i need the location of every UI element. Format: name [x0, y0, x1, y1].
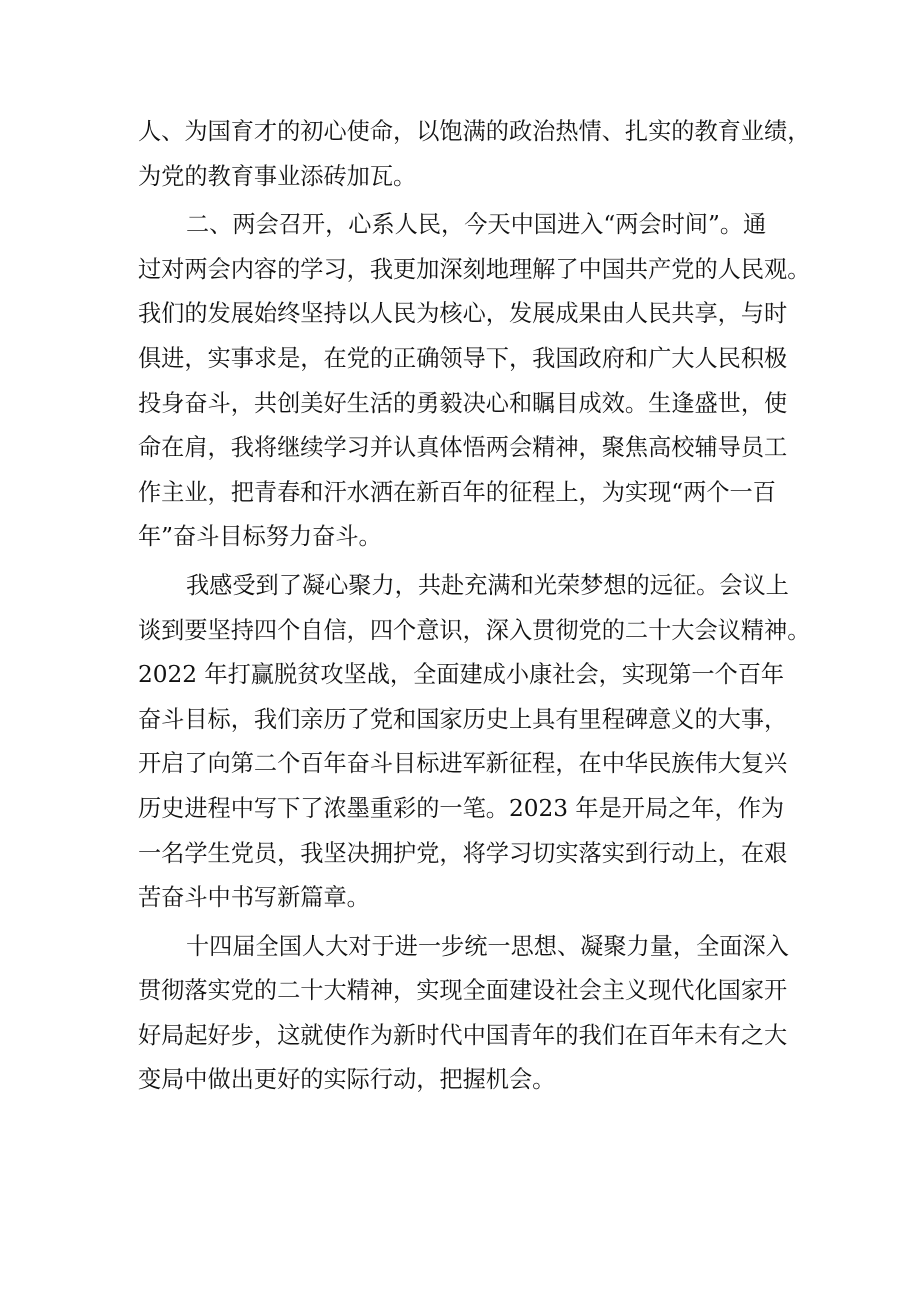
- paragraph-4: [138, 925, 798, 1103]
- paragraph-line: 人、为国育才的初心使命，以饱满的政治热情、扎实的教育业绩，: [138, 118, 811, 145]
- paragraph-line: 作主业，把青春和汗水洒在新百年的征程上，为实现“两个一百: [138, 478, 776, 506]
- document-body: [138, 110, 811, 1103]
- paragraph-line: 贯彻落实党的二十大精神，实现全面建设社会主义现代化国家开: [138, 977, 788, 1005]
- paragraph-line: 我感受到了凝心聚力，共赴充满和光荣梦想的远征。会议上: [186, 571, 789, 599]
- paragraph-line: 年”奋斗目标努力奋斗。: [138, 523, 382, 551]
- paragraph-line: 俱进，实事求是，在党的正确领导下，我国政府和广大人民积极: [138, 344, 788, 372]
- paragraph-line: 二、两会召开，心系人民，今天中国进入“两会时间”。通: [186, 211, 767, 239]
- paragraph-3: [138, 564, 811, 921]
- paragraph-line: 开启了向第二个百年奋斗目标进军新征程，在中华民族伟大复兴: [138, 750, 788, 778]
- paragraph-line: 历史进程中写下了浓墨重彩的一笔。2023 年是开局之年，作为: [138, 794, 785, 822]
- paragraph-line: 苦奋斗中书写新篇章。: [138, 884, 370, 912]
- paragraph-line: 谈到要坚持四个自信，四个意识，深入贯彻党的二十大会议精神。: [138, 616, 811, 644]
- paragraph-line: 命在肩，我将继续学习并认真体悟两会精神，聚焦高校辅导员工: [138, 434, 788, 462]
- paragraph-line: 奋斗目标，我们亲历了党和国家历史上具有里程碑意义的大事，: [138, 705, 788, 733]
- paragraph-line: 好局起好步，这就使作为新时代中国青年的我们在百年未有之大: [138, 1021, 788, 1049]
- paragraph-line: 2022 年打赢脱贫攻坚战，全面建成小康社会，实现第一个百年: [138, 661, 785, 689]
- paragraph-line: 一名学生党员，我坚决拥护党，将学习切实落实到行动上，在艰: [138, 839, 788, 867]
- paragraph-1: [138, 110, 811, 199]
- paragraph-line: 为党的教育事业添砖加瓦。: [138, 162, 417, 190]
- paragraph-line: 变局中做出更好的实际行动，把握机会。: [138, 1066, 556, 1094]
- paragraph-2: [138, 203, 811, 560]
- paragraph-line: 过对两会内容的学习，我更加深刻地理解了中国共产党的人民观。: [138, 255, 811, 283]
- paragraph-line: 投身奋斗，共创美好生活的勇毅决心和瞩目成效。生逢盛世，使: [138, 389, 788, 417]
- paragraph-line: 我们的发展始终坚持以人民为核心，发展成果由人民共享，与时: [138, 300, 788, 328]
- paragraph-line: 十四届全国人大对于进一步统一思想、凝聚力量，全面深入: [186, 932, 789, 960]
